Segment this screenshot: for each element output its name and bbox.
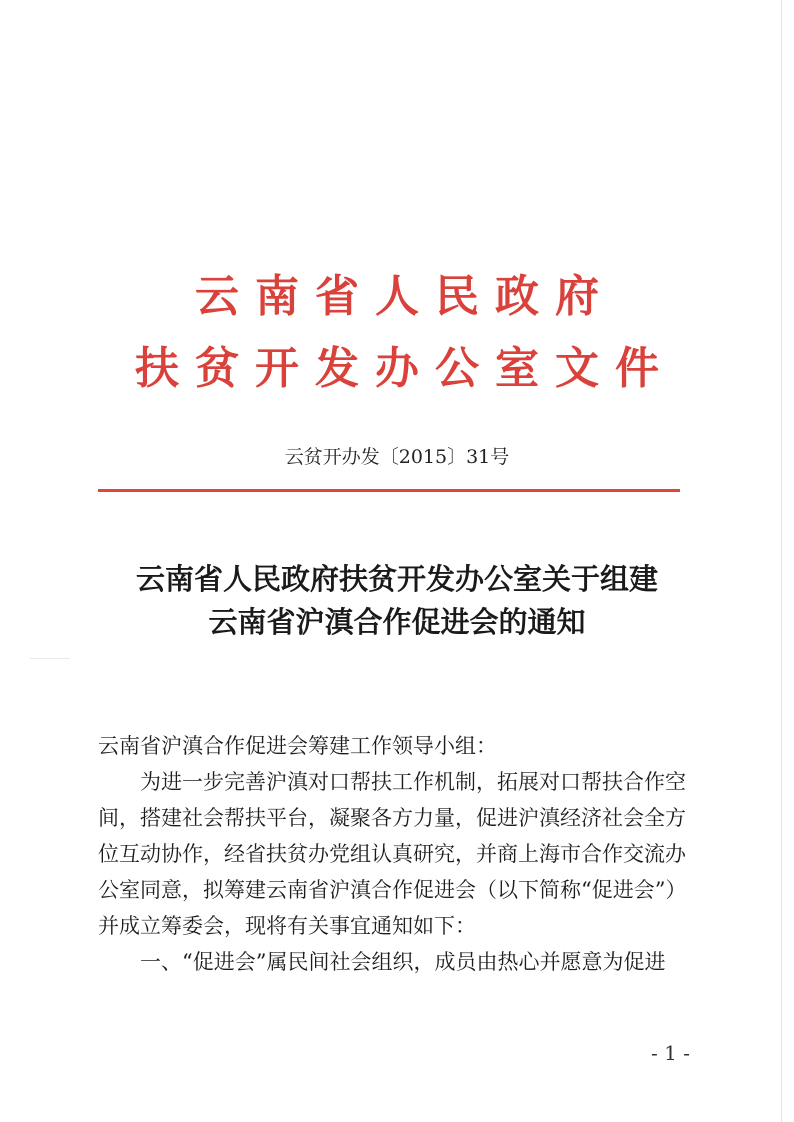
body-paragraph-1-line: 间，搭建社会帮扶平台，凝聚各方力量，促进沪滇经济社会全方 <box>98 806 686 830</box>
body-paragraph-1-line: 位互动协作，经省扶贫办党组认真研究，并商上海市合作交流办 <box>98 842 686 866</box>
body-paragraph-1-line: 公室同意，拟筹建云南省沪滇合作促进会（以下简称“促进会”） <box>98 878 687 902</box>
body-paragraph-1 <box>98 764 698 944</box>
body-paragraph-1-line: 并成立筹委会，现将有关事宜通知如下： <box>98 914 476 938</box>
addressee: 云南省沪滇合作促进会筹建工作领导小组： <box>98 734 497 758</box>
body-paragraph-2: 一、“促进会”属民间社会组织，成员由热心并愿意为促进 <box>140 950 666 974</box>
document-title-line-2: 云南省沪滇合作促进会的通知 <box>208 605 586 639</box>
red-separator-rule <box>98 489 680 492</box>
page-number: - 1 - <box>651 1041 690 1065</box>
scan-artifact <box>30 658 70 659</box>
issuer-header-line-1: 云南省人民政府 <box>195 271 615 322</box>
document-number: 云贫开办发〔2015〕31号 <box>284 446 510 468</box>
document-title-line-1: 云南省人民政府扶贫开发办公室关于组建 <box>135 562 658 596</box>
issuer-header-line-2: 扶贫开发办公室文件 <box>135 343 675 394</box>
body-paragraph-1-line: 为进一步完善沪滇对口帮扶工作机制，拓展对口帮扶合作空 <box>140 770 686 794</box>
